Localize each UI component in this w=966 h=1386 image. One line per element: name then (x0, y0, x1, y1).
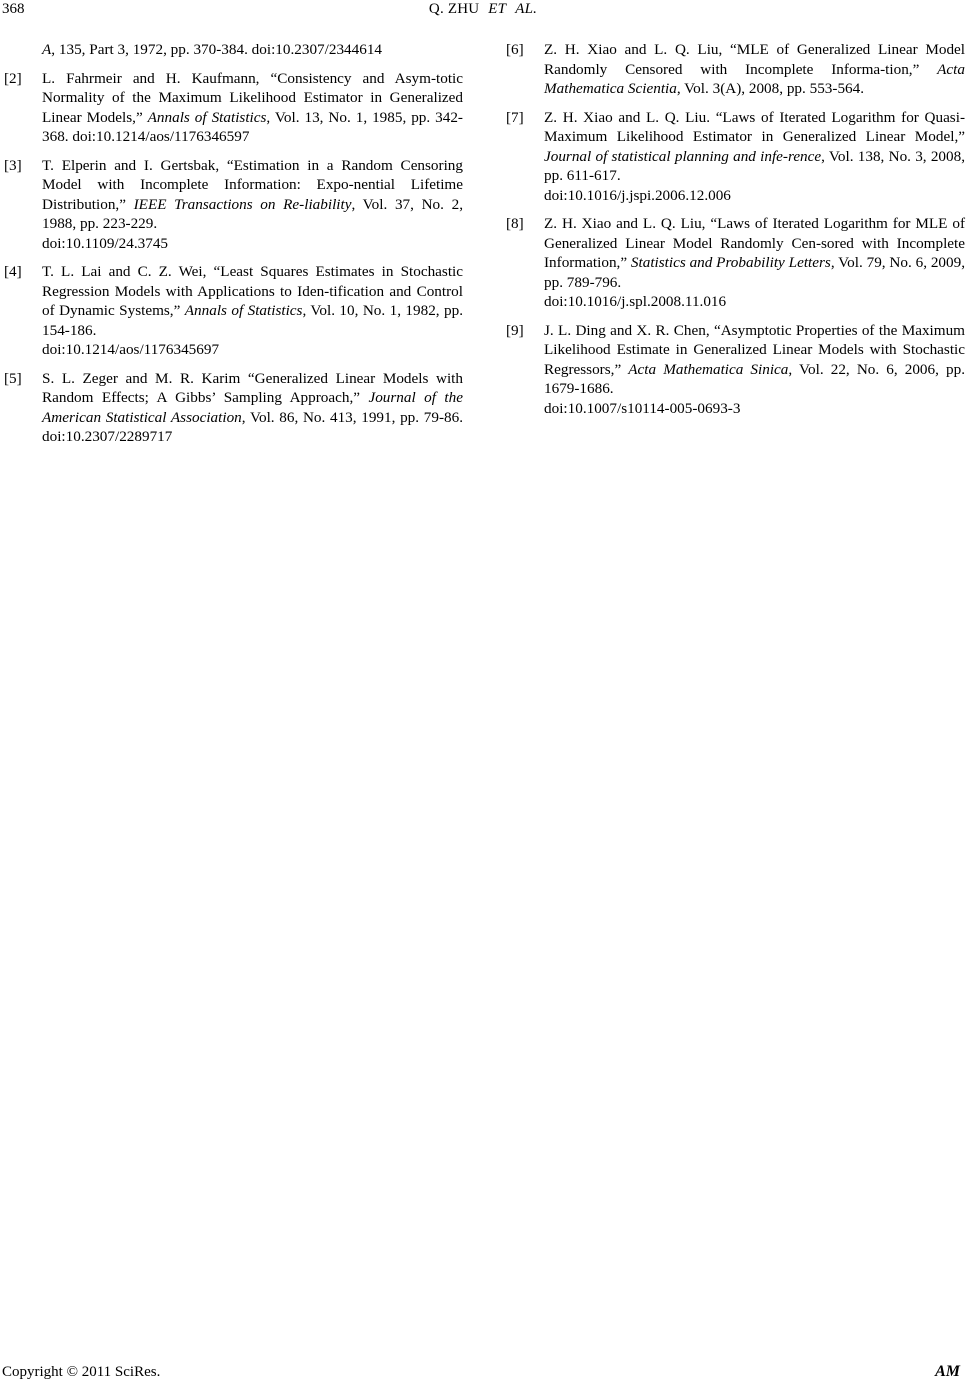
reference-number: [9] (506, 321, 524, 339)
reference-journal: Journal of the American Statistical Association (42, 389, 463, 426)
reference-text: S. L. Zeger and M. R. Karim “Generalized Linear Models with Random Effects; A Gibbs’ Sampling Approach,” (42, 369, 463, 406)
reference-text: Z. H. Xiao and L. Q. Liu, “Laws of Iterated Logarithm for MLE of Generalized Linear Model Randomly Cen-sored with Incomplete Information,” (544, 215, 965, 271)
reference-number: [5] (4, 369, 22, 387)
reference-journal: Annals of Statistics (184, 302, 303, 319)
reference-doi: doi:10.1007/s10114-005-0693-3 (544, 399, 741, 417)
reference-doi: doi:10.1109/24.3745 (42, 234, 169, 252)
reference-item (4, 369, 463, 447)
reference-details: , Vol. 37, No. 2, 1988, pp. 223-229. (42, 195, 463, 232)
reference-text: L. Fahrmeir and H. Kaufmann, “Consistency and Asym-totic Normality of the Maximum Likelihood Estimator in Generalized Linear Models,” (42, 69, 463, 126)
reference-doi: doi:10.1016/j.spl.2008.11.016 (544, 293, 727, 310)
reference-text: J. L. Ding and X. R. Chen, “Asymptotic Properties of the Maximum Likelihood Estimate in Generalized Linear Models with Stochastic Regressors,” (544, 321, 965, 378)
reference-details: , Vol. 10, No. 1, 1982, pp. 154-186. (42, 302, 463, 339)
reference-details: , Vol. 22, No. 6, 2006, pp. 1679-1686. (544, 360, 965, 397)
reference-continuation (4, 40, 463, 60)
reference-item (4, 262, 463, 360)
reference-journal: Acta Mathematica Scientia (544, 60, 965, 97)
reference-details: , Vol. 3(A), 2008, pp. 553-564. (676, 80, 865, 97)
reference-number: [4] (4, 263, 22, 280)
reference-item (506, 108, 965, 206)
reference-column-left (4, 40, 463, 456)
reference-item (506, 214, 965, 312)
reference-column-right (506, 40, 965, 427)
reference-doi: doi:10.1016/j.jspi.2006.12.006 (544, 186, 731, 204)
reference-number: [7] (506, 108, 524, 126)
journal-abbreviation: AM (935, 1363, 960, 1380)
reference-doi: doi:10.1214/aos/1176345697 (42, 341, 220, 358)
reference-details: , Vol. 13, No. 1, 1985, pp. 342-368. doi:10.1214/aos/1176346597 (42, 108, 463, 145)
reference-item (506, 321, 965, 419)
running-head (0, 1, 966, 18)
running-head-al: AL. (515, 1, 538, 17)
continuation-text: , 135, Part 3, 1972, pp. 370-384. doi:10.2307/2344614 (51, 41, 383, 58)
reference-journal: Journal of statistical planning and infe-rence (544, 147, 822, 165)
reference-number: [8] (506, 215, 524, 232)
reference-number: [6] (506, 41, 524, 58)
reference-details: , Vol. 138, No. 3, 2008, pp. 611-617. (544, 147, 966, 184)
continuation-italic: A (42, 41, 52, 58)
reference-journal: Statistics and Probability Letters (630, 254, 831, 271)
reference-item (4, 156, 463, 254)
reference-details: , Vol. 86, No. 413, 1991, pp. 79-86. doi:10.2307/2289717 (42, 408, 463, 445)
reference-number: [3] (4, 156, 22, 174)
running-head-et: ET (488, 1, 507, 17)
reference-details: , Vol. 79, No. 6, 2009, pp. 789-796. (544, 254, 965, 291)
reference-journal: Acta Mathematica Sinica (628, 360, 789, 378)
reference-text: T. L. Lai and C. Z. Wei, “Least Squares Estimates in Stochastic Regression Models with Applications to Iden-tification and Control of Dynamic Systems,” (42, 263, 463, 319)
reference-item (4, 69, 463, 147)
reference-text: T. Elperin and I. Gertsbak, “Estimation in a Random Censoring Model with Incomplete Information: Expo-nential Lifetime Distribution,” (42, 156, 463, 213)
reference-journal: IEEE Transactions on Re-liability (133, 195, 352, 213)
reference-text: Z. H. Xiao and L. Q. Liu. “Laws of Iterated Logarithm for Quasi-Maximum Likelihood Estimator in Generalized Linear Model,” (544, 108, 965, 145)
reference-item (506, 40, 965, 99)
reference-number: [2] (4, 69, 22, 87)
reference-journal: Annals of Statistics (147, 108, 267, 126)
running-head-author: Q. ZHU (428, 1, 480, 17)
copyright-notice: Copyright © 2011 SciRes. (2, 1364, 161, 1380)
page-number: 368 (2, 1, 25, 17)
reference-text: Z. H. Xiao and L. Q. Liu, “MLE of Generalized Linear Model Randomly Censored with Incomplete Informa-tion,” (544, 41, 965, 78)
